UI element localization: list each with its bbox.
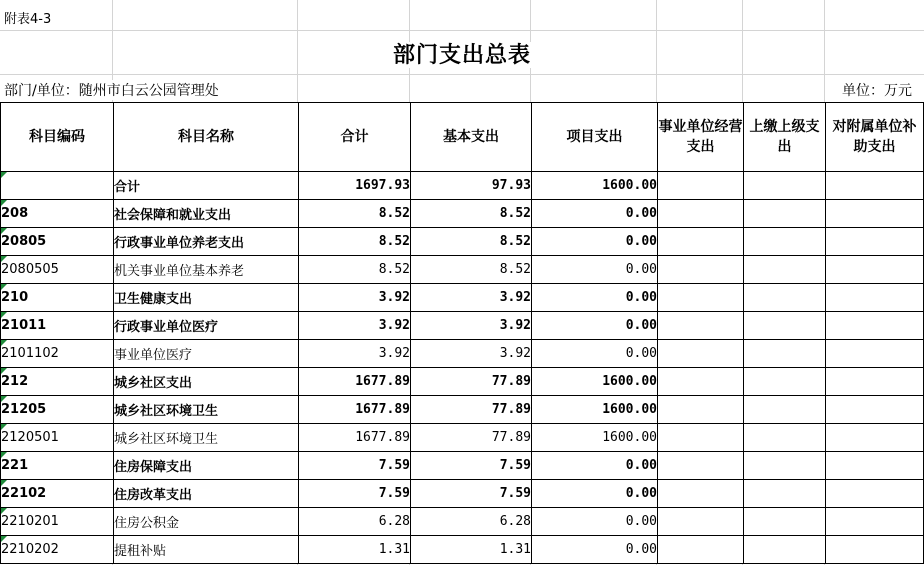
header-project-expenditure[interactable]: 项目支出 [532,103,658,172]
cell-business-operation[interactable] [658,368,744,396]
cell-subsidy-to-affiliates[interactable] [826,312,924,340]
cell-subject-code[interactable]: 2101102 [1,340,114,368]
cell-indicator-marker [1,396,7,402]
cell-project-expenditure[interactable]: 0.00 [532,508,658,536]
cell-subject-code[interactable]: 208 [1,200,114,228]
cell-business-operation[interactable] [658,200,744,228]
cell-subject-code[interactable]: 20805 [1,228,114,256]
cell-basic-expenditure[interactable]: 3.92 [411,340,532,368]
cell-project-expenditure[interactable]: 1600.00 [532,396,658,424]
cell-remit-to-superior[interactable] [744,424,826,452]
header-row [1,103,924,172]
cell-business-operation[interactable] [658,424,744,452]
cell-indicator-marker [1,508,7,514]
cell-remit-to-superior[interactable] [744,256,826,284]
cell-business-operation[interactable] [658,340,744,368]
cell-project-expenditure[interactable]: 0.00 [532,228,658,256]
cell-project-expenditure[interactable]: 0.00 [532,452,658,480]
cell-subject-code[interactable]: 21205 [1,396,114,424]
cell-indicator-marker [1,228,7,234]
cell-total[interactable]: 3.92 [299,284,411,312]
cell-total[interactable]: 1697.93 [299,172,411,200]
expenditure-table [0,102,924,564]
table-row [1,396,924,424]
cell-basic-expenditure[interactable]: 7.59 [411,452,532,480]
cell-total[interactable]: 3.92 [299,312,411,340]
cell-subsidy-to-affiliates[interactable] [826,424,924,452]
cell-subject-code[interactable]: 210 [1,284,114,312]
unit-label: 单位：万元 [839,80,912,100]
cell-business-operation[interactable] [658,256,744,284]
cell-project-expenditure[interactable]: 0.00 [532,256,658,284]
cell-basic-expenditure[interactable]: 77.89 [411,368,532,396]
cell-indicator-marker [1,424,7,430]
header-subject-code[interactable]: 科目编码 [1,103,114,172]
cell-subsidy-to-affiliates[interactable] [826,200,924,228]
table-row [1,172,924,200]
cell-subsidy-to-affiliates[interactable] [826,508,924,536]
table-row [1,228,924,256]
cell-business-operation[interactable] [658,284,744,312]
cell-indicator-marker [1,200,7,206]
cell-subject-name[interactable]: 机关事业单位基本养老 [114,256,299,284]
cell-basic-expenditure[interactable]: 77.89 [411,396,532,424]
cell-total[interactable]: 1677.89 [299,368,411,396]
cell-indicator-marker [1,340,7,346]
cell-subject-name[interactable]: 卫生健康支出 [114,284,299,312]
cell-remit-to-superior[interactable] [744,228,826,256]
cell-total[interactable]: 1.31 [299,536,411,564]
cell-project-expenditure[interactable]: 0.00 [532,340,658,368]
cell-indicator-marker [1,284,7,290]
cell-remit-to-superior[interactable] [744,284,826,312]
table-row [1,508,924,536]
cell-project-expenditure[interactable]: 0.00 [532,312,658,340]
cell-indicator-marker [1,368,7,374]
table-row [1,480,924,508]
cell-basic-expenditure[interactable]: 1.31 [411,536,532,564]
cell-subject-name[interactable]: 社会保障和就业支出 [114,200,299,228]
cell-subsidy-to-affiliates[interactable] [826,340,924,368]
cell-subsidy-to-affiliates[interactable] [826,396,924,424]
cell-remit-to-superior[interactable] [744,452,826,480]
cell-indicator-marker [1,312,7,318]
cell-total[interactable]: 7.59 [299,452,411,480]
table-row [1,368,924,396]
cell-total[interactable]: 6.28 [299,508,411,536]
report-title [0,38,924,69]
cell-subsidy-to-affiliates[interactable] [826,452,924,480]
cell-project-expenditure[interactable]: 1600.00 [532,424,658,452]
table-row [1,256,924,284]
header-remit-to-superior[interactable]: 上缴上级支出 [744,103,826,172]
cell-subject-code[interactable]: 2210202 [1,536,114,564]
cell-indicator-marker [1,256,7,262]
table-row [1,200,924,228]
cell-basic-expenditure[interactable]: 8.52 [411,200,532,228]
cell-subsidy-to-affiliates[interactable] [826,368,924,396]
cell-basic-expenditure[interactable]: 8.52 [411,228,532,256]
cell-subsidy-to-affiliates[interactable] [826,536,924,564]
cell-remit-to-superior[interactable] [744,480,826,508]
cell-subject-code[interactable]: 2080505 [1,256,114,284]
cell-subject-name[interactable]: 提租补贴 [114,536,299,564]
cell-remit-to-superior[interactable] [744,340,826,368]
cell-total[interactable]: 7.59 [299,480,411,508]
cell-subject-name[interactable]: 城乡社区环境卫生 [114,396,299,424]
cell-indicator-marker [1,536,7,542]
cell-indicator-marker [1,480,7,486]
cell-subject-code[interactable]: 212 [1,368,114,396]
cell-subject-name[interactable]: 城乡社区环境卫生 [114,424,299,452]
cell-indicator-marker [1,172,7,178]
table-row [1,424,924,452]
table-row [1,536,924,564]
cell-subject-name[interactable]: 行政事业单位养老支出 [114,228,299,256]
cell-project-expenditure[interactable]: 0.00 [532,536,658,564]
cell-subject-code[interactable]: 21011 [1,312,114,340]
header-basic-expenditure[interactable]: 基本支出 [411,103,532,172]
cell-remit-to-superior[interactable] [744,200,826,228]
cell-indicator-marker [1,452,7,458]
cell-business-operation[interactable] [658,172,744,200]
cell-total[interactable]: 3.92 [299,340,411,368]
cell-project-expenditure[interactable]: 0.00 [532,200,658,228]
header-subject-name[interactable]: 科目名称 [114,103,299,172]
sheet-gridline [0,74,924,75]
cell-total[interactable]: 8.52 [299,200,411,228]
cell-total[interactable]: 8.52 [299,256,411,284]
cell-total[interactable]: 1677.89 [299,424,411,452]
cell-business-operation[interactable] [658,396,744,424]
table-row [1,284,924,312]
cell-remit-to-superior[interactable] [744,368,826,396]
table-row [1,340,924,368]
cell-basic-expenditure[interactable]: 3.92 [411,284,532,312]
header-total[interactable]: 合计 [299,103,411,172]
cell-total[interactable]: 8.52 [299,228,411,256]
cell-subsidy-to-affiliates[interactable] [826,480,924,508]
cell-business-operation[interactable] [658,508,744,536]
cell-remit-to-superior[interactable] [744,172,826,200]
cell-subject-code[interactable]: 2120501 [1,424,114,452]
cell-project-expenditure[interactable]: 1600.00 [532,172,658,200]
header-business-operation[interactable]: 事业单位经营支出 [658,103,744,172]
cell-subsidy-to-affiliates[interactable] [826,228,924,256]
cell-subsidy-to-affiliates[interactable] [826,172,924,200]
cell-subject-name[interactable]: 合计 [114,172,299,200]
department-label: 部门/单位：随州市白云公园管理处 [4,80,222,100]
cell-basic-expenditure[interactable]: 7.59 [411,480,532,508]
cell-remit-to-superior[interactable] [744,508,826,536]
cell-project-expenditure[interactable]: 0.00 [532,480,658,508]
cell-subject-code[interactable]: 221 [1,452,114,480]
cell-project-expenditure[interactable]: 1600.00 [532,368,658,396]
attachment-label: 附表4-3 [4,8,54,27]
header-subsidy-to-affiliates[interactable]: 对附属单位补助支出 [826,103,924,172]
cell-business-operation[interactable] [658,312,744,340]
cell-business-operation[interactable] [658,480,744,508]
cell-basic-expenditure[interactable]: 8.52 [411,256,532,284]
cell-basic-expenditure[interactable]: 6.28 [411,508,532,536]
cell-subject-name[interactable]: 事业单位医疗 [114,340,299,368]
cell-subject-name[interactable]: 住房公积金 [114,508,299,536]
cell-subject-code[interactable]: 22102 [1,480,114,508]
cell-business-operation[interactable] [658,452,744,480]
sheet-gridline [0,30,924,31]
cell-subsidy-to-affiliates[interactable] [826,284,924,312]
cell-project-expenditure[interactable]: 0.00 [532,284,658,312]
cell-remit-to-superior[interactable] [744,536,826,564]
cell-subject-code[interactable] [1,172,114,200]
cell-remit-to-superior[interactable] [744,312,826,340]
cell-business-operation[interactable] [658,228,744,256]
cell-subject-name[interactable]: 住房改革支出 [114,480,299,508]
cell-subsidy-to-affiliates[interactable] [826,256,924,284]
cell-basic-expenditure[interactable]: 97.93 [411,172,532,200]
table-row [1,452,924,480]
cell-basic-expenditure[interactable]: 3.92 [411,312,532,340]
cell-subject-name[interactable]: 城乡社区支出 [114,368,299,396]
report-title-text: 部门支出总表 [389,42,535,68]
table-row [1,312,924,340]
cell-business-operation[interactable] [658,536,744,564]
cell-subject-code[interactable]: 2210201 [1,508,114,536]
cell-total[interactable]: 1677.89 [299,396,411,424]
cell-subject-name[interactable]: 行政事业单位医疗 [114,312,299,340]
cell-remit-to-superior[interactable] [744,396,826,424]
cell-subject-name[interactable]: 住房保障支出 [114,452,299,480]
cell-basic-expenditure[interactable]: 77.89 [411,424,532,452]
